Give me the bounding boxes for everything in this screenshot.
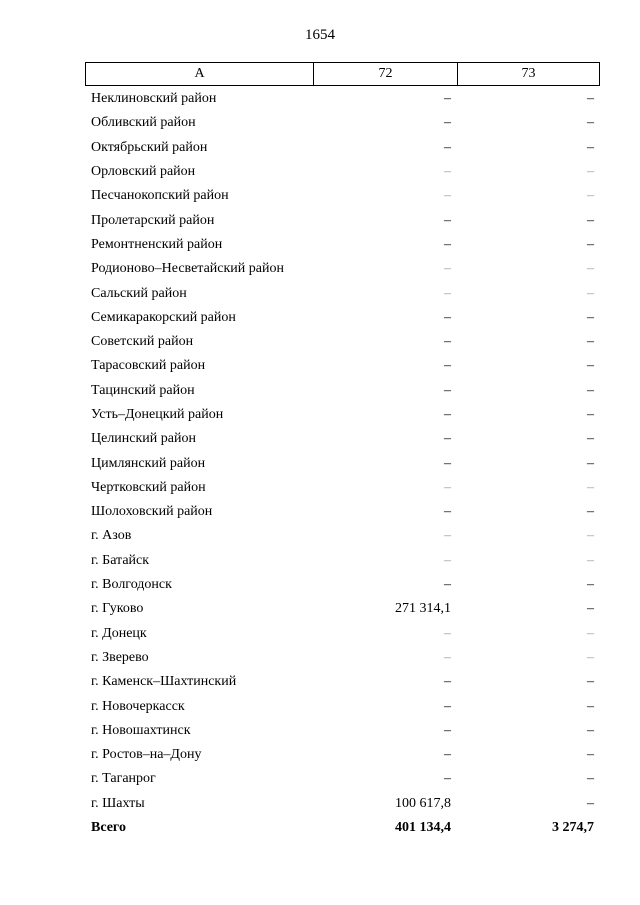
table-row xyxy=(85,354,600,378)
total-value-73: 3 274,7 xyxy=(552,820,594,836)
row-value-72: – xyxy=(444,504,451,520)
table-header xyxy=(85,62,600,86)
row-value-73: – xyxy=(587,91,594,107)
row-value-73: – xyxy=(587,334,594,350)
row-name: Неклиновский район xyxy=(91,91,217,107)
row-value-72: – xyxy=(444,674,451,690)
row-value-73: – xyxy=(587,504,594,520)
row-value-72: – xyxy=(444,334,451,350)
row-name: г. Волгодонск xyxy=(91,577,172,593)
row-value-72: – xyxy=(444,188,451,204)
row-value-73: – xyxy=(587,479,594,495)
row-name: г. Каменск–Шахтинский xyxy=(91,674,237,690)
table-row xyxy=(85,694,600,718)
table-row xyxy=(85,184,600,208)
table-row xyxy=(85,719,600,743)
table-row xyxy=(85,330,600,354)
row-value-72: – xyxy=(444,455,451,471)
row-value-73: – xyxy=(587,285,594,301)
table-row xyxy=(85,767,600,791)
header-col-a: А xyxy=(86,63,314,85)
row-value-72: – xyxy=(444,431,451,447)
row-value-73: – xyxy=(587,164,594,180)
row-value-73: – xyxy=(587,674,594,690)
table-row xyxy=(85,743,600,767)
table-body xyxy=(85,87,600,840)
row-value-73: – xyxy=(587,552,594,568)
table-row xyxy=(85,549,600,573)
table-row xyxy=(85,500,600,524)
table-row xyxy=(85,792,600,816)
row-name: Орловский район xyxy=(91,164,196,180)
row-value-73: – xyxy=(587,528,594,544)
table-row xyxy=(85,87,600,111)
table-row xyxy=(85,646,600,670)
row-value-72: – xyxy=(444,577,451,593)
table-row xyxy=(85,257,600,281)
row-name: г. Зверево xyxy=(91,649,149,665)
table-row xyxy=(85,573,600,597)
row-name: г. Донецк xyxy=(91,625,147,641)
row-value-73: – xyxy=(587,358,594,374)
row-value-72: – xyxy=(444,722,451,738)
table-row xyxy=(85,403,600,427)
table-row xyxy=(85,597,600,621)
row-value-73: – xyxy=(587,795,594,811)
row-value-73: – xyxy=(587,382,594,398)
table-row xyxy=(85,622,600,646)
row-name: Целинский район xyxy=(91,431,196,447)
row-name: г. Таганрог xyxy=(91,771,156,787)
row-name: Тацинский район xyxy=(91,382,195,398)
table-row xyxy=(85,160,600,184)
row-value-73: – xyxy=(587,431,594,447)
row-name: Песчанокопский район xyxy=(91,188,229,204)
table-row xyxy=(85,208,600,232)
row-value-73: – xyxy=(587,139,594,155)
row-name: Советский район xyxy=(91,334,194,350)
row-value-73: – xyxy=(587,309,594,325)
total-value-72: 401 134,4 xyxy=(395,820,451,836)
table-row xyxy=(85,524,600,548)
row-value-73: – xyxy=(587,407,594,422)
row-value-72: – xyxy=(444,236,451,252)
row-value-72: – xyxy=(444,698,451,714)
row-value-72: – xyxy=(444,479,451,495)
row-value-72: – xyxy=(444,309,451,325)
row-name: Шолоховский район xyxy=(91,504,213,520)
row-value-72: – xyxy=(444,212,451,228)
table-row xyxy=(85,451,600,475)
page-number: 1654 xyxy=(305,27,335,43)
row-name: Семикаракорский район xyxy=(91,309,236,325)
row-value-72: – xyxy=(444,625,451,641)
row-value-72: – xyxy=(444,285,451,301)
row-name: Чертковский район xyxy=(91,479,206,495)
row-value-72: – xyxy=(444,552,451,568)
table-row xyxy=(85,281,600,305)
row-value-72: – xyxy=(444,747,451,763)
table-row xyxy=(85,476,600,500)
row-name: г. Ростов–на–Дону xyxy=(91,747,202,763)
row-name: Обливский район xyxy=(91,115,196,131)
row-name: г. Новочеркасск xyxy=(91,698,185,714)
row-value-73: – xyxy=(587,722,594,738)
table-row xyxy=(85,136,600,160)
row-value-72: – xyxy=(444,261,451,277)
row-value-72: 100 617,8 xyxy=(395,795,451,811)
table-row xyxy=(85,111,600,135)
row-value-73: – xyxy=(587,212,594,228)
row-value-73: – xyxy=(587,115,594,131)
header-col-72: 72 xyxy=(314,63,458,85)
table-row xyxy=(85,233,600,257)
table-row-total xyxy=(85,816,600,840)
row-name: г. Батайск xyxy=(91,552,150,568)
total-label: Всего xyxy=(91,820,126,836)
row-name: Пролетарский район xyxy=(91,212,215,228)
row-value-73: – xyxy=(587,577,594,593)
row-value-72: – xyxy=(444,115,451,131)
table-row xyxy=(85,427,600,451)
row-value-72: – xyxy=(444,407,451,422)
row-value-72: 271 314,1 xyxy=(395,601,451,617)
row-name: Ремонтненский район xyxy=(91,236,223,252)
row-name: Усть–Донецкий район xyxy=(91,407,224,422)
header-col-73: 73 xyxy=(521,66,536,81)
row-value-72: – xyxy=(444,164,451,180)
row-name: Родионово–Несветайский район xyxy=(91,261,284,277)
row-value-73: – xyxy=(587,771,594,787)
row-name: г. Шахты xyxy=(91,795,145,811)
row-name: Тарасовский район xyxy=(91,358,206,374)
row-name: Сальский район xyxy=(91,285,187,301)
row-name: г. Азов xyxy=(91,528,132,544)
row-value-73: – xyxy=(587,455,594,471)
row-value-73: – xyxy=(587,698,594,714)
row-value-72: – xyxy=(444,139,451,155)
row-value-73: – xyxy=(587,261,594,277)
row-value-73: – xyxy=(587,649,594,665)
row-value-72: – xyxy=(444,649,451,665)
row-name: г. Гуково xyxy=(91,601,144,617)
row-value-72: – xyxy=(444,91,451,107)
table-row xyxy=(85,670,600,694)
row-value-72: – xyxy=(444,771,451,787)
row-value-72: – xyxy=(444,382,451,398)
row-value-73: – xyxy=(587,601,594,617)
row-value-72: – xyxy=(444,528,451,544)
row-value-73: – xyxy=(587,188,594,204)
row-value-72: – xyxy=(444,358,451,374)
row-name: г. Новошахтинск xyxy=(91,722,191,738)
row-name: Цимлянский район xyxy=(91,455,206,471)
row-name: Октябрьский район xyxy=(91,139,208,155)
row-value-73: – xyxy=(587,236,594,252)
row-value-73: – xyxy=(587,747,594,763)
table-row xyxy=(85,306,600,330)
table-row xyxy=(85,379,600,403)
row-value-73: – xyxy=(587,625,594,641)
